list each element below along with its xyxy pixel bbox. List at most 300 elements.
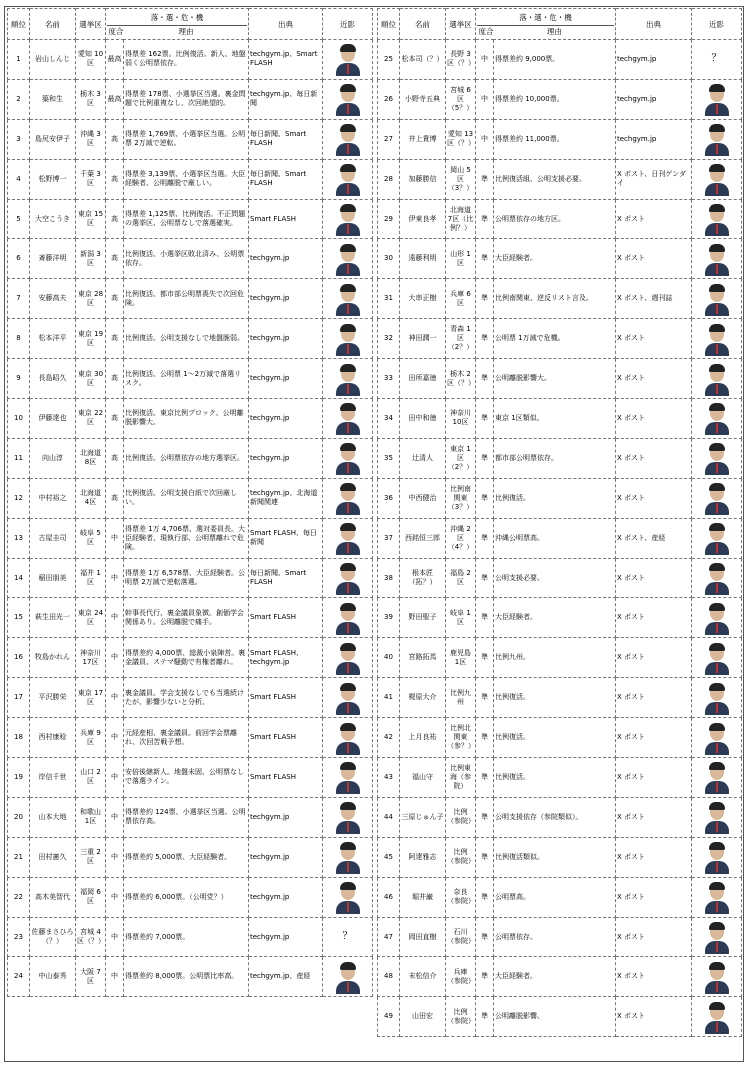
portrait-photo	[702, 162, 732, 196]
portrait-photo	[333, 122, 363, 156]
source-cell: Smart FLASH、毎日新聞	[249, 518, 323, 558]
source-cell: X ポスト	[616, 359, 692, 399]
photo-cell	[323, 438, 373, 478]
rank-cell: 44	[378, 797, 400, 837]
district-cell: 栃木 2区（？）	[446, 359, 476, 399]
name-cell: 堀井巌	[400, 877, 446, 917]
degree-cell: 高	[106, 239, 124, 279]
reason-cell: 東京 1区類似。	[494, 399, 616, 439]
reason-cell: 得票差 1,769票、小選挙区当選。公明票 2万減で逆転。	[124, 119, 249, 159]
name-cell: 伊東良孝	[400, 199, 446, 239]
district-cell: 福井 1区	[76, 558, 106, 598]
degree-cell: 中	[476, 40, 494, 80]
portrait-photo	[702, 920, 732, 954]
rank-cell: 30	[378, 239, 400, 279]
degree-cell: 高	[106, 319, 124, 359]
source-cell: techgym.jp	[616, 119, 692, 159]
rank-cell: 12	[8, 478, 30, 518]
degree-cell: 準	[476, 438, 494, 478]
portrait-photo	[333, 521, 363, 555]
name-cell: 中山泰秀	[30, 957, 76, 997]
rank-cell: 17	[8, 678, 30, 718]
rank-cell: 43	[378, 758, 400, 798]
table-row	[378, 598, 742, 638]
source-cell: techgym.jp、毎日新聞	[249, 79, 323, 119]
source-cell: techgym.jp、Smart FLASH	[249, 40, 323, 80]
source-cell: X ポスト	[616, 718, 692, 758]
portrait-photo	[333, 362, 363, 396]
name-cell: 島尻安伊子	[30, 119, 76, 159]
reason-cell: 幹事長代行、裏金議員象徴。創価学会関係あり。公明離脱で痛手。	[124, 598, 249, 638]
degree-cell: 高	[106, 399, 124, 439]
rank-cell: 29	[378, 199, 400, 239]
rank-cell: 20	[8, 797, 30, 837]
photo-cell	[323, 638, 373, 678]
photo-cell	[692, 797, 742, 837]
table-row	[378, 758, 742, 798]
source-cell: X ポスト	[616, 478, 692, 518]
portrait-photo	[702, 362, 732, 396]
district-cell: 東京 30区	[76, 359, 106, 399]
district-cell: 沖縄 3区	[76, 119, 106, 159]
rank-cell: 35	[378, 438, 400, 478]
source-cell: X ポスト	[616, 877, 692, 917]
name-cell: 斎藤洋明	[30, 239, 76, 279]
header-danger	[476, 9, 616, 40]
photo-cell	[323, 877, 373, 917]
document-page	[4, 6, 744, 1062]
source-cell: X ポスト	[616, 558, 692, 598]
photo-cell	[692, 438, 742, 478]
rank-cell: 5	[8, 199, 30, 239]
photo-cell	[692, 917, 742, 957]
rank-cell: 40	[378, 638, 400, 678]
degree-cell: 準	[476, 239, 494, 279]
district-cell: 比例東海（参院）	[446, 758, 476, 798]
rank-cell: 33	[378, 359, 400, 399]
district-cell: 北海道 7区（比例？）	[446, 199, 476, 239]
rank-cell: 16	[8, 638, 30, 678]
right-body	[378, 40, 742, 1037]
degree-cell: 高	[106, 159, 124, 199]
portrait-photo	[702, 960, 732, 994]
name-cell: 長島昭久	[30, 359, 76, 399]
photo-cell	[323, 518, 373, 558]
degree-cell: 準	[476, 319, 494, 359]
source-cell: X ポスト	[616, 758, 692, 798]
reason-cell: 比例復活。都市部公明票喪失で次回危険。	[124, 279, 249, 319]
table-row	[378, 79, 742, 119]
portrait-photo	[333, 82, 363, 116]
table-row	[8, 359, 373, 399]
source-cell: Smart FLASH	[249, 758, 323, 798]
district-cell: 東京 24区	[76, 598, 106, 638]
degree-cell: 準	[476, 758, 494, 798]
photo-cell	[692, 837, 742, 877]
table-row	[8, 199, 373, 239]
name-cell: 安藤高夫	[30, 279, 76, 319]
rank-cell: 2	[8, 79, 30, 119]
table-row	[378, 678, 742, 718]
table-row	[378, 359, 742, 399]
portrait-photo	[333, 721, 363, 755]
district-cell: 東京 15区	[76, 199, 106, 239]
portrait-photo	[333, 681, 363, 715]
name-cell: 中西健治	[400, 478, 446, 518]
photo-cell	[692, 239, 742, 279]
reason-cell: 比例復活。小選挙区敗北済み、公明票依存。	[124, 239, 249, 279]
photo-cell	[323, 79, 373, 119]
reason-cell: 比例復活。公明票 1～2万減で落選リスク。	[124, 359, 249, 399]
photo-cell	[692, 319, 742, 359]
reason-cell: 都市部公明票依存。	[494, 438, 616, 478]
rank-cell: 23	[8, 917, 30, 957]
degree-cell: 中	[476, 79, 494, 119]
reason-cell: 得票差 162票。比例復活。新人、地盤弱く公明票依存。	[124, 40, 249, 80]
reason-cell: 比例復活。	[494, 478, 616, 518]
source-cell: 毎日新聞、Smart FLASH	[249, 558, 323, 598]
degree-cell: 準	[476, 359, 494, 399]
table-row	[378, 399, 742, 439]
source-cell: techgym.jp、産経	[249, 957, 323, 997]
portrait-photo	[702, 721, 732, 755]
district-cell: 北海道 8区	[76, 438, 106, 478]
source-cell: techgym.jp	[616, 40, 692, 80]
reason-cell: 得票差約 5,000票、大臣経験者。	[124, 837, 249, 877]
district-cell: 東京 28区	[76, 279, 106, 319]
degree-cell: 準	[476, 678, 494, 718]
photo-cell	[323, 478, 373, 518]
header-rank: 順位	[8, 9, 30, 40]
table-row	[8, 758, 373, 798]
reason-cell: 比例復活。	[494, 758, 616, 798]
source-cell: Smart FLASH、techgym.jp	[249, 638, 323, 678]
reason-cell: 公明票依存の地方区。	[494, 199, 616, 239]
photo-cell	[692, 159, 742, 199]
district-cell: 山形 1区	[446, 239, 476, 279]
photo-cell	[323, 199, 373, 239]
name-cell: 上月良祐	[400, 718, 446, 758]
table-row	[378, 558, 742, 598]
name-cell: 松野博一	[30, 159, 76, 199]
source-cell: techgym.jp、北海道新聞関連	[249, 478, 323, 518]
degree-cell: 準	[476, 279, 494, 319]
district-cell: 岡山 5区（3？）	[446, 159, 476, 199]
header-photo: 近影	[323, 9, 373, 40]
reason-cell: 得票差約 10,000票。	[494, 79, 616, 119]
header-row	[378, 9, 742, 40]
source-cell: X ポスト	[616, 837, 692, 877]
right-column	[377, 8, 741, 1037]
rank-cell: 46	[378, 877, 400, 917]
table-row	[378, 119, 742, 159]
table-row	[8, 119, 373, 159]
rank-cell: 18	[8, 718, 30, 758]
degree-cell: 中	[106, 797, 124, 837]
rank-cell: 41	[378, 678, 400, 718]
source-cell: X ポスト、日刊ゲンダイ	[616, 159, 692, 199]
source-cell: techgym.jp	[249, 837, 323, 877]
district-cell: 宮城 4区（？）	[76, 917, 106, 957]
right-table	[377, 8, 742, 1037]
district-cell: 沖縄 2区（4？）	[446, 518, 476, 558]
district-cell: 鹿児島 1区	[446, 638, 476, 678]
source-cell: X ポスト、週刊誌	[616, 279, 692, 319]
reason-cell: 裏金議員。学会支援なしでも当選続けたが、影響少ないと分析。	[124, 678, 249, 718]
rank-cell: 26	[378, 79, 400, 119]
degree-cell: 準	[476, 877, 494, 917]
portrait-photo	[333, 760, 363, 794]
name-cell: 中村裕之	[30, 478, 76, 518]
district-cell: 青森 1区（2？）	[446, 319, 476, 359]
table-row	[378, 239, 742, 279]
photo-cell	[692, 199, 742, 239]
degree-cell: 準	[476, 199, 494, 239]
degree-cell: 中	[106, 518, 124, 558]
header-rank: 順位	[378, 9, 400, 40]
portrait-photo	[702, 441, 732, 475]
name-cell: 神田潤一	[400, 319, 446, 359]
degree-cell: 準	[476, 478, 494, 518]
degree-cell: 準	[476, 957, 494, 997]
portrait-photo	[702, 122, 732, 156]
header-row	[8, 9, 373, 40]
photo-cell	[323, 957, 373, 997]
district-cell: 北海道 4区	[76, 478, 106, 518]
portrait-photo	[702, 82, 732, 116]
photo-cell	[323, 40, 373, 80]
table-row	[378, 797, 742, 837]
degree-cell: 最高	[106, 40, 124, 80]
photo-cell	[692, 478, 742, 518]
degree-cell: 中	[476, 119, 494, 159]
rank-cell: 13	[8, 518, 30, 558]
degree-cell: 中	[106, 638, 124, 678]
district-cell: 愛知 13区（？）	[446, 119, 476, 159]
table-row	[8, 718, 373, 758]
header-degree: 度合	[478, 26, 494, 36]
source-cell: X ポスト	[616, 997, 692, 1037]
source-cell: Smart FLASH	[249, 718, 323, 758]
name-cell: 宮路拓馬	[400, 638, 446, 678]
photo-cell	[692, 399, 742, 439]
portrait-photo	[333, 322, 363, 356]
degree-cell: 中	[106, 957, 124, 997]
district-cell: 和歌山 1区	[76, 797, 106, 837]
portrait-photo	[702, 481, 732, 515]
portrait-photo	[333, 601, 363, 635]
degree-cell: 準	[476, 159, 494, 199]
photo-cell	[323, 319, 373, 359]
district-cell: 比例北関東（参？）	[446, 718, 476, 758]
reason-cell: 得票差 1,125票、比例復活。不正問題の選挙区、公明票なしで落選確実。	[124, 199, 249, 239]
source-cell: X ポスト	[616, 319, 692, 359]
table-row	[8, 917, 373, 957]
name-cell: 平沢勝栄	[30, 678, 76, 718]
photo-cell	[692, 598, 742, 638]
photo-cell	[323, 558, 373, 598]
district-cell: 兵庫（参院）	[446, 957, 476, 997]
degree-cell: 高	[106, 359, 124, 399]
header-photo: 近影	[692, 9, 742, 40]
reason-cell: 比例復活。公明票依存の地方選挙区。	[124, 438, 249, 478]
name-cell: 井上貴博	[400, 119, 446, 159]
rank-cell: 38	[378, 558, 400, 598]
table-row	[378, 957, 742, 997]
source-cell: techgym.jp	[249, 399, 323, 439]
left-table	[7, 8, 373, 997]
reason-cell: 公明離脱影響大。	[494, 359, 616, 399]
name-cell: 加藤勝信	[400, 159, 446, 199]
rank-cell: 39	[378, 598, 400, 638]
degree-cell: 最高	[106, 79, 124, 119]
portrait-photo	[702, 322, 732, 356]
degree-cell: 中	[106, 718, 124, 758]
rank-cell: 21	[8, 837, 30, 877]
name-cell: 辻清人	[400, 438, 446, 478]
table-row	[378, 518, 742, 558]
source-cell: techgym.jp	[249, 359, 323, 399]
degree-cell: 準	[476, 997, 494, 1037]
table-row	[8, 319, 373, 359]
portrait-photo	[702, 601, 732, 635]
portrait-photo	[702, 401, 732, 435]
rank-cell: 22	[8, 877, 30, 917]
degree-cell: 中	[106, 917, 124, 957]
reason-cell: 比例南関東、逆反リスト言及。	[494, 279, 616, 319]
portrait-photo	[333, 401, 363, 435]
district-cell: 神奈川 10区	[446, 399, 476, 439]
reason-cell: 得票差約 11,000票。	[494, 119, 616, 159]
source-cell: X ポスト	[616, 917, 692, 957]
reason-cell: 得票差 3,139票、小選挙区当選。大臣経験者、公明離脱で厳しい。	[124, 159, 249, 199]
photo-cell	[323, 359, 373, 399]
rank-cell: 8	[8, 319, 30, 359]
table-row	[378, 159, 742, 199]
district-cell: 石川（参院）	[446, 917, 476, 957]
header-danger-title: 落・選・危・機	[150, 12, 204, 22]
degree-cell: 準	[476, 399, 494, 439]
header-reason: 理由	[547, 26, 562, 36]
district-cell: 山口 2区	[76, 758, 106, 798]
reason-cell: 比例復活組、公明支援必要。	[494, 159, 616, 199]
reason-cell: 元経産相、裏金議員。前回学会票離れ、次回苦戦予想。	[124, 718, 249, 758]
photo-cell	[692, 119, 742, 159]
rank-cell: 27	[378, 119, 400, 159]
reason-cell: 得票差 1万 4,706票、選対委員長。大臣経験者、現執行部、公明票離れで危険。	[124, 518, 249, 558]
district-cell: 比例（参院）	[446, 797, 476, 837]
source-cell: X ポスト	[616, 957, 692, 997]
rank-cell: 1	[8, 40, 30, 80]
portrait-photo	[702, 521, 732, 555]
table-row	[8, 797, 373, 837]
table-row	[8, 239, 373, 279]
table-row	[378, 279, 742, 319]
table-row	[8, 159, 373, 199]
rank-cell: 10	[8, 399, 30, 439]
degree-cell: 中	[106, 678, 124, 718]
table-row	[8, 558, 373, 598]
photo-cell	[323, 279, 373, 319]
rank-cell: 7	[8, 279, 30, 319]
district-cell: 東京 22区	[76, 399, 106, 439]
left-body	[8, 40, 373, 997]
table-row	[378, 40, 742, 80]
name-cell: 高木美智代	[30, 877, 76, 917]
source-cell: Smart FLASH	[249, 598, 323, 638]
photo-cell	[692, 957, 742, 997]
reason-cell: 得票差 1万 6,578票、大臣経験者。公明票 2万減で逆転落選。	[124, 558, 249, 598]
reason-cell: 比例復活類似。	[494, 837, 616, 877]
photo-cell	[323, 159, 373, 199]
photo-cell	[692, 877, 742, 917]
table-row	[378, 319, 742, 359]
reason-cell: 公明票依存。	[494, 917, 616, 957]
reason-cell: 公明離脱影響。	[494, 997, 616, 1037]
rank-cell: 37	[378, 518, 400, 558]
header-danger	[106, 9, 249, 40]
header-source: 出典	[616, 9, 692, 40]
reason-cell: 公明票 1万減で危機。	[494, 319, 616, 359]
source-cell: techgym.jp	[249, 797, 323, 837]
rank-cell: 14	[8, 558, 30, 598]
rank-cell: 47	[378, 917, 400, 957]
name-cell: 福山守	[400, 758, 446, 798]
source-cell: techgym.jp	[616, 79, 692, 119]
district-cell: 東京 1区（2？）	[446, 438, 476, 478]
portrait-photo	[333, 441, 363, 475]
source-cell: X ポスト	[616, 199, 692, 239]
photo-cell	[323, 239, 373, 279]
rank-cell: 24	[8, 957, 30, 997]
reason-cell: 大臣経験者。	[494, 598, 616, 638]
district-cell: 兵庫 6区	[446, 279, 476, 319]
degree-cell: 高	[106, 438, 124, 478]
name-cell: 向山淳	[30, 438, 76, 478]
degree-cell: 中	[106, 758, 124, 798]
rank-cell: 36	[378, 478, 400, 518]
photo-cell	[692, 518, 742, 558]
reason-cell: 比例復活。公明支援白紙で次回厳しい。	[124, 478, 249, 518]
portrait-photo	[702, 641, 732, 675]
reason-cell: 得票差約 4,000票、総裁小泉陣営。裏金議員、ステマ騒動で有権者離れ。	[124, 638, 249, 678]
portrait-photo	[333, 282, 363, 316]
photo-cell	[692, 40, 742, 80]
reason-cell: 公明票高。	[494, 877, 616, 917]
degree-cell: 準	[476, 598, 494, 638]
header-danger-title: 落・選・危・機	[519, 12, 572, 22]
reason-cell: 得票差約 7,000票。	[124, 917, 249, 957]
portrait-photo	[702, 282, 732, 316]
source-cell: techgym.jp	[249, 877, 323, 917]
table-row	[8, 40, 373, 80]
portrait-photo	[702, 561, 732, 595]
photo-cell	[692, 678, 742, 718]
photo-cell	[323, 758, 373, 798]
district-cell: 比例（参院）	[446, 997, 476, 1037]
rank-cell: 34	[378, 399, 400, 439]
degree-cell: 高	[106, 119, 124, 159]
table-row	[378, 638, 742, 678]
photo-cell	[692, 558, 742, 598]
reason-cell: 得票差 178票、小選挙区当選。裏金問題で比例重複なし、次回絶望的。	[124, 79, 249, 119]
name-cell: 阿達雅志	[400, 837, 446, 877]
portrait-photo	[333, 202, 363, 236]
header-reason: 理由	[178, 26, 194, 36]
name-cell: 伊藤達也	[30, 399, 76, 439]
name-cell: 梶原大介	[400, 678, 446, 718]
rank-cell: 48	[378, 957, 400, 997]
